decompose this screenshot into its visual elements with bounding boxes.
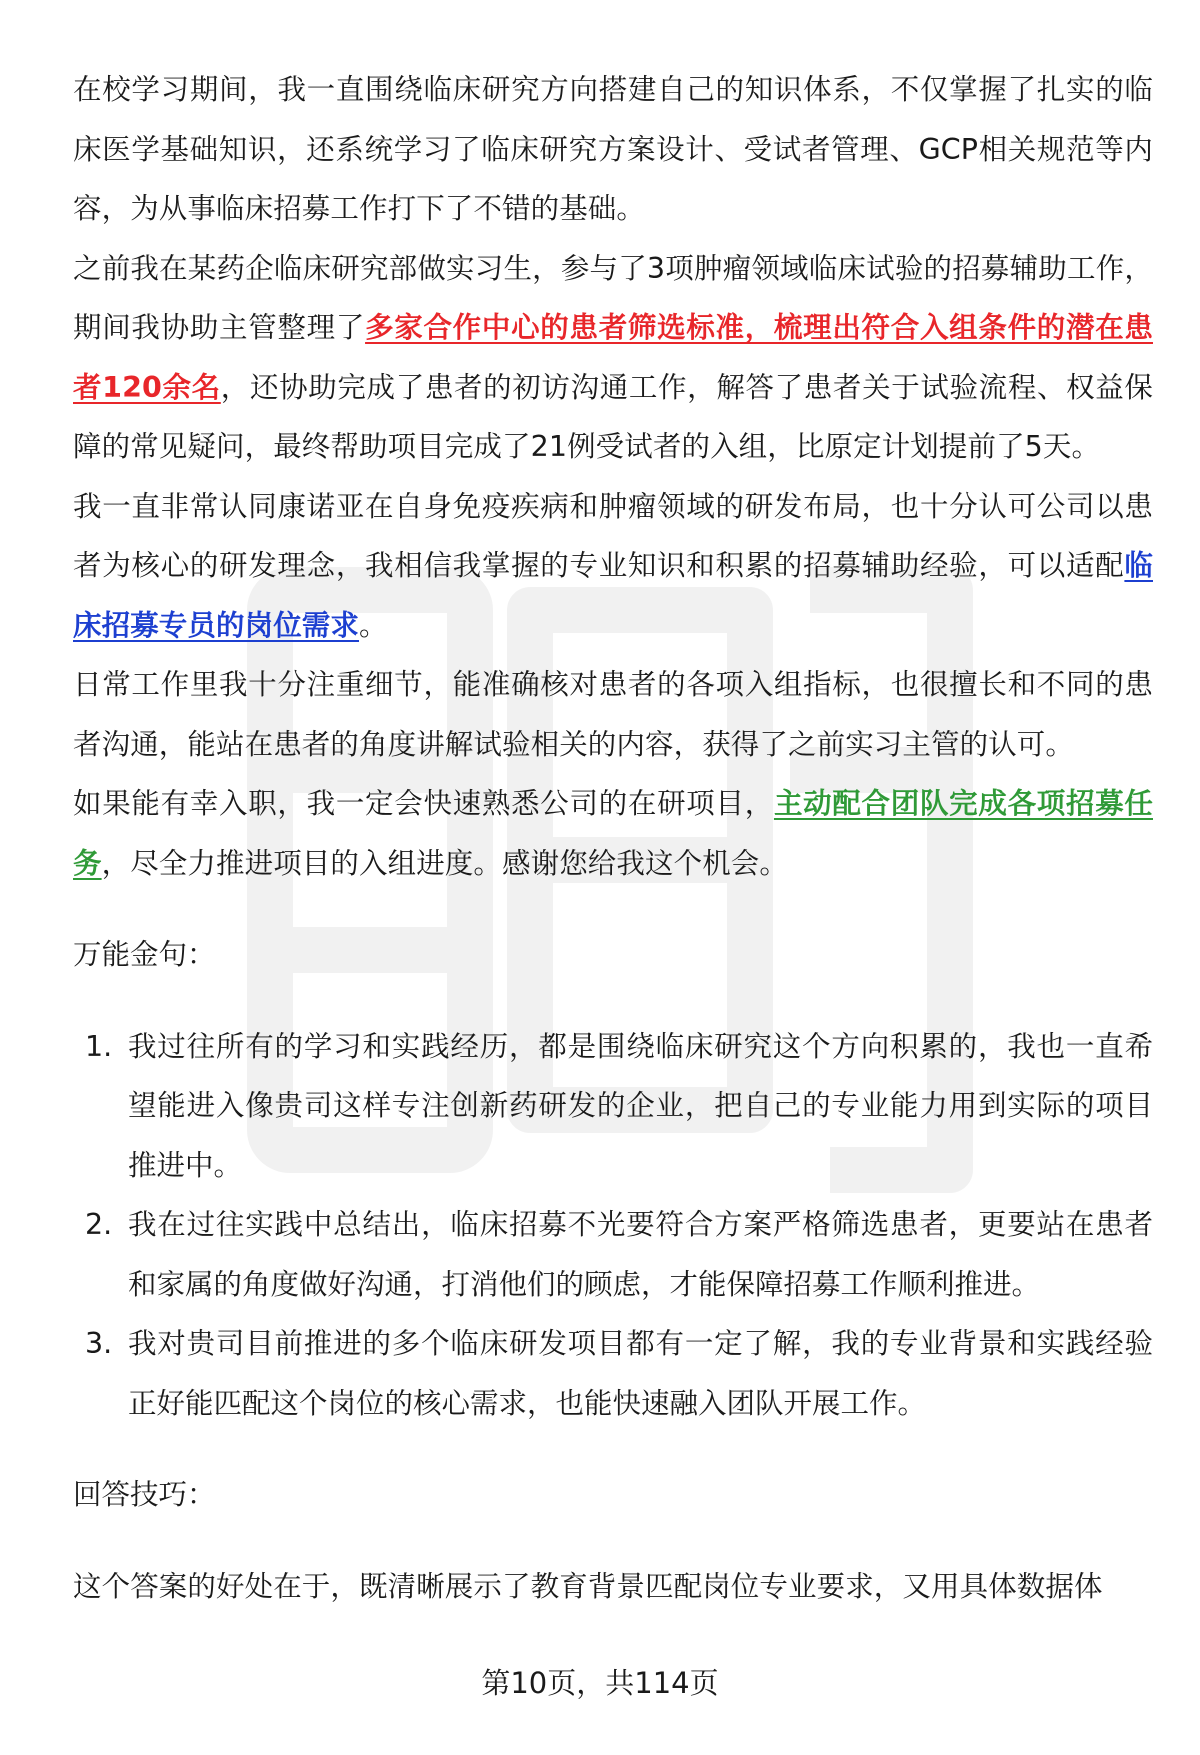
answer-text: 日常工作里我十分注重细节，能准确核对患者的各项入组指标，也很擅长和不同的患者沟通，能站在患者的角度讲解试验相关的内容，获得了之前实习主管的认可。 — [73, 668, 1153, 761]
list-number: 3. — [85, 1327, 113, 1360]
page-content — [73, 60, 1153, 1616]
answer-paragraph-internship — [73, 239, 1153, 477]
golden-sentences-list — [73, 1017, 1153, 1434]
highlight-red-text: 多家合作中心的患者筛选标准，梳理出符合入组条件的潜在患者120余名 — [73, 311, 1153, 404]
answer-text: ，还协助完成了患者的初访沟通工作，解答了患者关于试验流程、权益保障的常见疑问，最终帮助项目完成了21例受试者的入组，比原定计划提前了5天。 — [73, 370, 1154, 463]
highlight-blue-text: 临床招募专员的岗位需求 — [73, 549, 1153, 642]
answer-paragraph-education — [73, 60, 1153, 239]
page-number-footer: 第10页，共114页 — [481, 1666, 719, 1700]
list-number: 2. — [85, 1208, 113, 1241]
highlight-green-text: 主动配合团队完成各项招募任务 — [73, 787, 1153, 880]
list-number: 1. — [85, 1029, 113, 1063]
list-item-text: 我在过往实践中总结出，临床招募不光要符合方案严格筛选患者，更要站在患者和家属的角度做好沟通，打消他们的顾虑，才能保障招募工作顺利推进。 — [128, 1208, 1153, 1301]
list-item-text: 我对贵司目前推进的多个临床研发项目都有一定了解，我的专业背景和实践经验正好能匹配这个岗位的核心需求，也能快速融入团队开展工作。 — [128, 1327, 1153, 1420]
golden-sentences-heading: 万能金句： — [73, 938, 216, 971]
answer-text: 我一直非常认同康诺亚在自身免疫疾病和肿瘤领域的研发布局，也十分认可公司以患者为核心的研发理念，我相信我掌握的专业知识和积累的招募辅助经验，可以适配 — [73, 489, 1153, 582]
answer-paragraph-closing — [73, 774, 1153, 893]
list-item-text: 我过往所有的学习和实践经历，都是围绕临床研究这个方向积累的，我也一直希望能进入像贵司这样专注创新药研发的企业，把自己的专业能力用到实际的项目推进中。 — [128, 1029, 1153, 1182]
answer-tips-heading: 回答技巧： — [73, 1478, 216, 1511]
list-item — [73, 1314, 1153, 1433]
answer-text: 如果能有幸入职，我一定会快速熟悉公司的在研项目， — [73, 787, 774, 820]
answer-text: 在校学习期间，我一直围绕临床研究方向搭建自己的知识体系，不仅掌握了扎实的临床医学基础知识，还系统学习了临床研究方案设计、受试者管理、GCP相关规范等内容，为从事临床招募工作打下了不错的基础。 — [73, 73, 1153, 225]
list-item — [73, 1195, 1153, 1314]
answer-tips-text: 这个答案的好处在于，既清晰展示了教育背景匹配岗位专业要求，又用具体数据体 — [73, 1569, 1103, 1603]
answer-text: ，尽全力推进项目的入组进度。感谢您给我这个机会。 — [101, 846, 789, 880]
list-item — [73, 1017, 1153, 1196]
answer-text: 之前我在某药企临床研究部做实习生，参与了3项肿瘤领域临床试验的招募辅助工作，期间我协助主管整理了 — [73, 251, 1153, 344]
answer-text: 。 — [359, 608, 388, 642]
answer-paragraph-strengths — [73, 655, 1153, 774]
answer-paragraph-company-fit — [73, 477, 1153, 656]
